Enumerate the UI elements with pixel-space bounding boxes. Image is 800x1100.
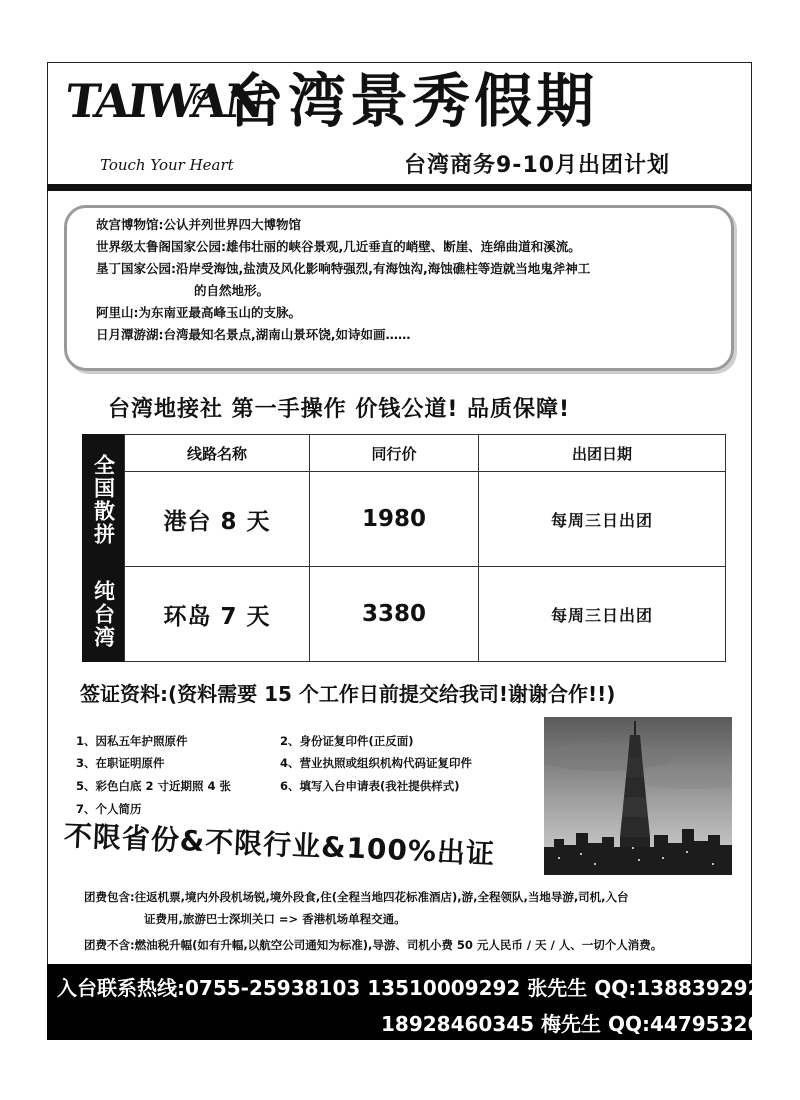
header-divider — [47, 184, 752, 191]
visa-item: 2、身份证复印件(正反面) — [280, 734, 414, 748]
route-date: 每周三日出团 — [479, 567, 726, 662]
attraction-item: 故宫博物馆:公认并列世界四大博物馆 — [96, 217, 302, 232]
city-skyline-image — [544, 717, 732, 875]
logo-text: TAIWAN — [62, 74, 268, 128]
page-subtitle: 台湾商务9-10月出团计划 — [404, 153, 671, 178]
fee-excluded: 团费不含:燃油税升幅(如有升幅,以航空公司通知为标准),导游、司机小费 50 元人民币 / 天 / 人、一切个人消费。 — [84, 938, 663, 952]
visa-item: 6、填写入台申请表(我社提供样式) — [280, 779, 460, 793]
attraction-item-cont: 的自然地形。 — [194, 283, 270, 298]
visa-item: 4、营业执照或组织机构代码证复印件 — [280, 756, 472, 770]
page-title: 台湾景秀假期 — [226, 67, 599, 135]
visa-item: 1、因私五年护照原件 — [76, 734, 188, 748]
route-price: 1980 — [310, 472, 479, 567]
promo-banner: 不限省份&不限行业&100%出证 — [63, 819, 496, 871]
side-label: 全国散拼 — [91, 454, 116, 546]
attraction-item: 日月潭游湖:台湾最知名景点,湖南山景环饶,如诗如画…… — [96, 327, 411, 342]
attractions-list — [96, 214, 590, 346]
logo-tagline: Touch Your Heart — [100, 156, 234, 174]
col-header: 同行价 — [310, 435, 479, 472]
table-header-row — [125, 435, 726, 472]
side-label-group — [82, 434, 124, 566]
route-name: 港台 8 天 — [125, 472, 310, 567]
visa-item: 7、个人简历 — [76, 802, 142, 816]
col-header: 线路名称 — [125, 435, 310, 472]
side-label: 纯台湾 — [91, 579, 116, 649]
fee-included-cont: 证费用,旅游巴士深圳关口 => 香港机场单程交通。 — [144, 912, 406, 926]
route-price: 3380 — [310, 567, 479, 662]
route-name: 环岛 7 天 — [125, 567, 310, 662]
visa-item: 3、在职证明原件 — [76, 756, 165, 770]
contact-bar — [47, 964, 776, 1040]
slogan: 台湾地接社 第一手操作 价钱公道! 品质保障! — [108, 397, 571, 422]
route-date: 每周三日出团 — [479, 472, 726, 567]
contact-line: 入台联系热线:0755-25938103 13510009292 张先生 QQ:138839292 — [57, 976, 762, 1000]
visa-title: 签证资料:(资料需要 15 个工作日前提交给我司!谢谢合作!!) — [80, 682, 616, 706]
table-row — [125, 567, 726, 662]
visa-item: 5、彩色白底 2 寸近期照 4 张 — [76, 779, 232, 793]
contact-line: 18928460345 梅先生 QQ:447953262 — [381, 1012, 776, 1036]
attraction-item: 阿里山:为东南亚最高峰玉山的支脉。 — [96, 305, 302, 320]
fee-included: 团费包含:往返机票,境内外段机场锐,境外段食,住(全程当地四花标准酒店),游,全程领队,当地导游,司机,入台 — [84, 890, 629, 904]
price-table — [124, 434, 726, 662]
attraction-item: 世界级太鲁阁国家公园:雄伟壮丽的峡谷景观,几近垂直的峭壁、断崖、连绵曲道和溪流。 — [96, 239, 581, 254]
attraction-item: 垦丁国家公园:沿岸受海蚀,盐渍及风化影响特强烈,有海蚀沟,海蚀礁柱等造就当地鬼斧神工 — [96, 261, 591, 276]
side-label-taiwan — [82, 566, 124, 662]
table-row — [125, 472, 726, 567]
logo-swirl-icon — [190, 84, 212, 110]
col-header: 出团日期 — [479, 435, 726, 472]
